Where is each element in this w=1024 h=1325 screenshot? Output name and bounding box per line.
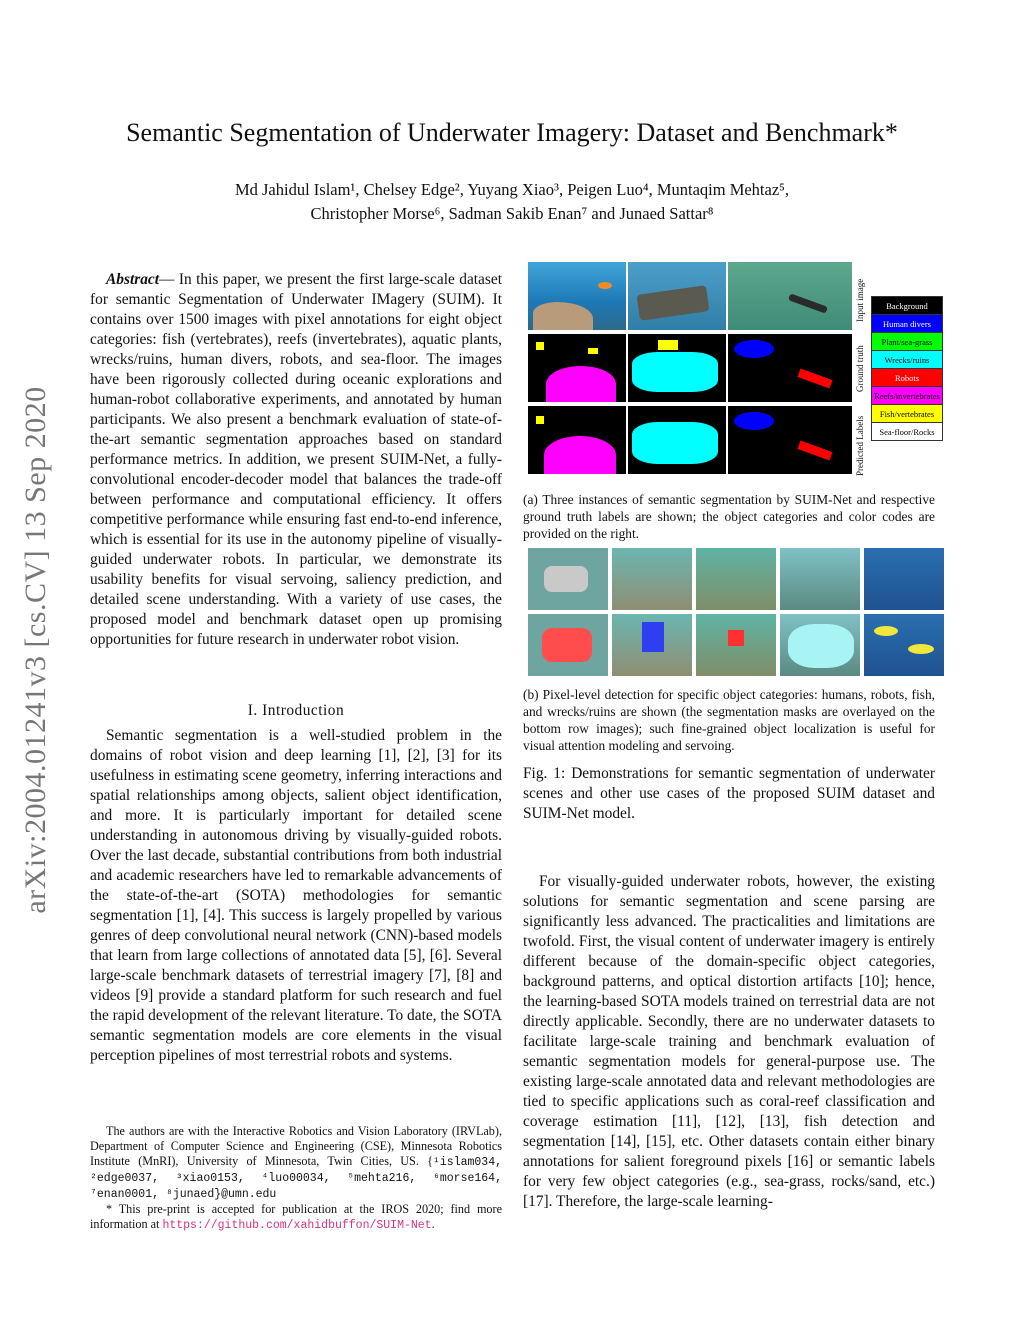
- use-case-diver-mask: [612, 614, 692, 676]
- introduction-paragraph: Semantic segmentation is a well-studied problem in the domains of robot vision and deep learning [1], [2], [3] for its usefulness in estimating scene geometry, inferring interactions and spatial relationships among objects, salient object identification, and more. It is particularly important for detailed scene understanding in autonomous driving by visually-guided robots. Over the last decade, substantial contributions from both industrial and academic researchers have led to remarkable advancements of the state-of-the-art (SOTA) methodologies for semantic segmentation [1], [4]. This success is largely propelled by various genres of deep convolutional neural network (CNN)-based models that learn from large collections of annotated data [5], [6]. Several large-scale benchmark datasets of terrestrial imagery [7], [8] and videos [9] provide a standard platform for such research and fuel the rapid development of the relevant literature. To date, the SOTA semantic segmentation models are core elements in the visual perception pipelines of most terrestrial robots and systems.: [90, 727, 502, 1064]
- legend-human-divers: Human divers: [871, 314, 943, 333]
- predicted-reef: [528, 406, 626, 474]
- use-case-wreck-mask: [780, 614, 860, 676]
- arxiv-sidebar: [8, 350, 64, 950]
- paper-title: Semantic Segmentation of Underwater Imagery: Dataset and Benchmark*: [126, 118, 898, 147]
- input-image-robot: [728, 262, 852, 330]
- right-column-paragraph: For visually-guided underwater robots, however, the existing solutions for semantic segmentation and scene parsing are significantly less advanced. The practicalities and limitations are twofold. First, the visual content of underwater imagery is entirely different because of the domain-specific object categories, background patterns, and optical distortion artifacts [10]; hence, the learning-based SOTA models trained on terrestrial data are not directly applicable. Secondly, there are no underwater datasets to facilitate large-scale training and benchmark evaluation of semantic segmentation models for general-purpose use. The existing large-scale annotated data and relevant methodologies are tied to specific applications such as coral-reef classification and coverage estimation [11], [12], [13], fish detection and segmentation [14], [15], etc. Other datasets contain either binary annotations for salient foreground pixels [16] or semantic labels for very few object categories (e.g., sea-grass, rocks/sand, etc.) [17]. Therefore, the large-scale learning-: [523, 873, 935, 1210]
- legend-robots: Robots: [871, 368, 943, 387]
- legend-plant: Plant/sea-grass: [871, 332, 943, 351]
- caption-a: (a) Three instances of semantic segmentation by SUIM-Net and respective ground truth labels are shown; the object categories and color codes are provided on the right.: [523, 492, 935, 541]
- abstract: [90, 270, 502, 650]
- ground-truth-wreck: [628, 334, 726, 402]
- use-case-fish-input: [864, 548, 944, 610]
- authors-line-2: Christopher Morse⁶, Sadman Sakib Enan⁷ and Junaed Sattar⁸: [310, 204, 714, 223]
- figure-1b: [528, 548, 943, 678]
- abstract-text: — In this paper, we present the first large-scale dataset for semantic Segmentation of Underwater IMagery (SUIM). It contains over 1500 images with pixel annotations for eight object categories: fish (vertebrates), reefs (invertebrates), aquatic plants, wrecks/ruins, human divers, robots, and sea-floor. The images have been rigorously collected during oceanic explorations and human-robot collaborative experiments, and annotated by human participants. We also present a benchmark evaluation of state-of-the-art semantic segmentation approaches based on standard performance metrics. In addition, we present SUIM-Net, a fully-convolutional encoder-decoder model that balances the trade-off between performance and computational efficiency. It offers competitive performance while ensuring fast end-to-end inference, which is essential for its use in the autonomy pipeline of visually-guided underwater robots. In particular, we demonstrate its usability benefits for visual servoing, saliency prediction, and detailed scene understanding. With a variety of use cases, the proposed model and benchmark dataset open up promising opportunities for future research in underwater robot vision.: [90, 271, 502, 648]
- abstract-label: Abstract: [106, 271, 160, 288]
- use-case-diver2-mask: [696, 614, 776, 676]
- footnote-affiliation: The authors are with the Interactive Robotics and Vision Laboratory (IRVLab), Department of Computer Science and Engineering (CSE), Minnesota Robotics Institute (MnRI), University of Minnesota, Twin Cities, US. {: [90, 1124, 502, 1168]
- legend-sea-floor: Sea-floor/Rocks: [871, 422, 943, 441]
- ground-truth-reef: [528, 334, 626, 402]
- section-heading-introduction: I. Introduction: [247, 702, 345, 719]
- row-label-ground-truth: Ground truth: [855, 345, 865, 392]
- figure-1a: [528, 262, 948, 482]
- use-case-diver2-input: [696, 548, 776, 610]
- use-case-robot-mask: [528, 614, 608, 676]
- ground-truth-robot: [728, 334, 852, 402]
- arxiv-identifier: arXiv:2004.01241v3 [cs.CV] 13 Sep 2020: [19, 386, 52, 914]
- use-case-diver-input: [612, 548, 692, 610]
- use-case-robot-input: [528, 548, 608, 610]
- row-label-input: Input image: [855, 278, 865, 322]
- author-footnote: The authors are with the Interactive Robotics and Vision Laboratory (IRVLab), Department of Computer Science and Engineering (CSE), Minnesota Robotics Institute (MnRI), University of Minnesota, Twin Cities, US. {¹islam034, ²edge0037, ³xiao0153, ⁴luo00034, ⁵mehta216, ⁶morse164, ⁷enan0001, ⁸junaed}@umn.edu * This pre-print is accepted for publication at the IROS 2020; find more information at https://github.com/xahidbuffon/SUIM-Net.: [90, 1124, 502, 1232]
- legend-background: Background: [871, 296, 943, 315]
- legend-reefs: Reefs/invertebrates: [871, 386, 943, 405]
- caption-b: (b) Pixel-level detection for specific object categories: humans, robots, fish, and wrecks/ruins are shown (the segmentation masks are overlayed on the bottom row images); such fine-grained object localization is useful for visual attention modeling and servoing.: [523, 687, 935, 753]
- github-link[interactable]: https://github.com/xahidbuffon/SUIM-Net: [162, 1219, 432, 1232]
- use-case-fish-mask: [864, 614, 944, 676]
- row-label-predicted: Predicted Labels: [855, 415, 865, 476]
- legend-wrecks: Wrecks/ruins: [871, 350, 943, 369]
- input-image-reef: [528, 262, 626, 330]
- use-case-wreck-input: [780, 548, 860, 610]
- author-list: [150, 178, 874, 226]
- footnote-preprint: * This pre-print is accepted for publication at the IROS 2020; find more information at: [90, 1202, 502, 1231]
- predicted-robot: [728, 406, 852, 474]
- figure-1-caption: Fig. 1: Demonstrations for semantic segmentation of underwater scenes and other use cases of the proposed SUIM dataset and SUIM-Net model.: [523, 765, 935, 822]
- legend-fish: Fish/vertebrates: [871, 404, 943, 423]
- authors-line-1: Md Jahidul Islam¹, Chelsey Edge², Yuyang Xiao³, Peigen Luo⁴, Muntaqim Mehtaz⁵,: [234, 180, 790, 199]
- input-image-wreck: [628, 262, 726, 330]
- predicted-wreck: [628, 406, 726, 474]
- footnote-emails: ¹islam034, ²edge0037, ³xiao0153, ⁴luo00034, ⁵mehta216, ⁶morse164, ⁷enan0001, ⁸junaed}@umn.edu: [90, 1156, 502, 1201]
